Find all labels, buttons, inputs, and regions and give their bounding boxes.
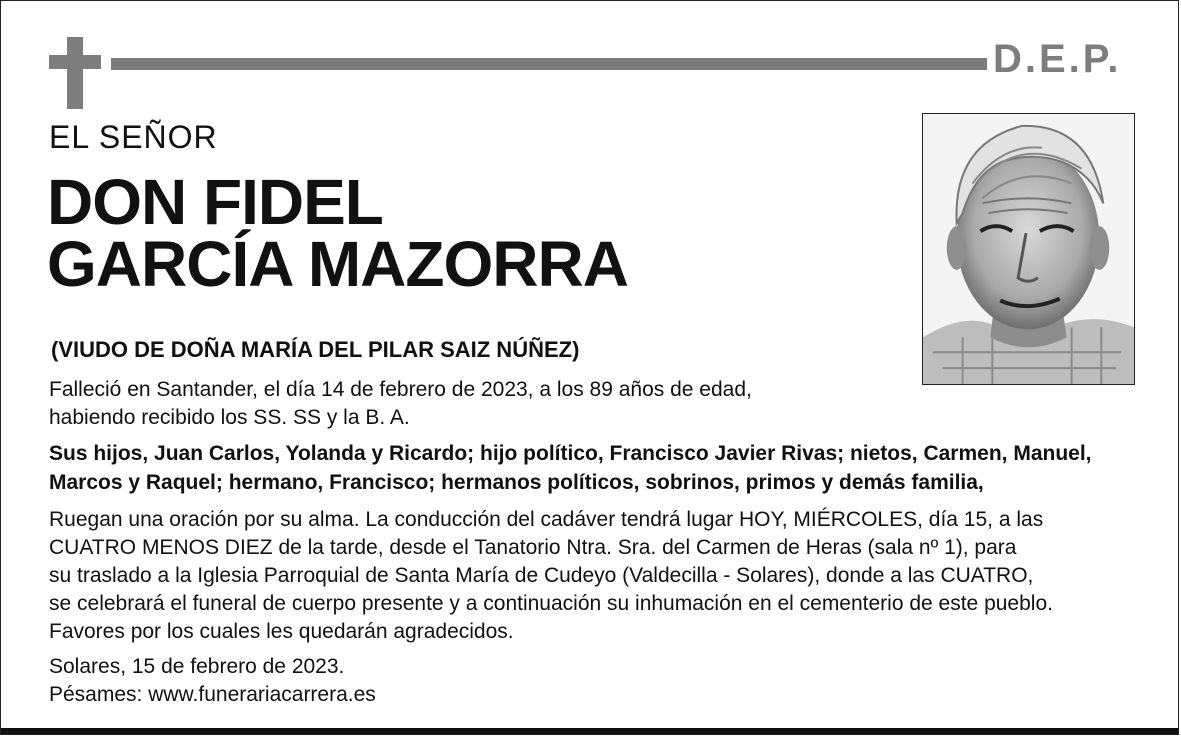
name-line: GARCÍA MAZORRA	[47, 228, 628, 300]
text-line: Falleció en Santander, el día 14 de febrero de 2023, a los 89 años de edad,	[49, 378, 752, 401]
family-list	[49, 439, 1092, 497]
cross-icon	[49, 37, 101, 109]
text-line: Marcos y Raquel; hermano, Francisco; hermanos políticos, sobrinos, primos y demás familia,	[49, 471, 984, 494]
widower-note: (VIUDO DE DOÑA MARÍA DEL PILAR SAIZ NÚÑEZ)	[51, 337, 580, 362]
ceremony-details	[49, 506, 1053, 646]
text-line: Sus hijos, Juan Carlos, Yolanda y Ricardo; hijo político, Francisco Javier Rivas; nietos, Carmen, Manuel,	[49, 442, 1092, 465]
notice-footer	[49, 653, 376, 709]
text-line: se celebrará el funeral de cuerpo presente y a continuación su inhumación en el cementerio de este pueblo.	[49, 592, 1053, 615]
condolences-link: Pésames: www.funerariacarrera.es	[49, 683, 376, 706]
dep-label: D.E.P.	[993, 37, 1122, 81]
portrait-photo	[922, 113, 1135, 385]
text-line: habiendo recibido los SS. SS y la B. A.	[49, 406, 410, 429]
deceased-name	[47, 166, 628, 300]
name-line: DON FIDEL	[47, 166, 383, 238]
text-line: Favores por los cuales les quedarán agradecidos.	[49, 620, 514, 643]
place-date: Solares, 15 de febrero de 2023.	[49, 655, 345, 678]
header-rule	[111, 58, 987, 70]
text-line: CUATRO MENOS DIEZ de la tarde, desde el Tanatorio Ntra. Sra. del Carmen de Heras (sala nº 1), para	[49, 536, 1017, 559]
bottom-rule	[1, 728, 1178, 734]
intro-label: EL SEÑOR	[49, 119, 218, 155]
death-details	[49, 376, 752, 432]
text-line: Ruegan una oración por su alma. La conducción del cadáver tendrá lugar HOY, MIÉRCOLES, día 15, a las	[49, 508, 1044, 531]
text-line: su traslado a la Iglesia Parroquial de Santa María de Cudeyo (Valdecilla - Solares), donde a las CUATRO,	[49, 564, 1034, 587]
